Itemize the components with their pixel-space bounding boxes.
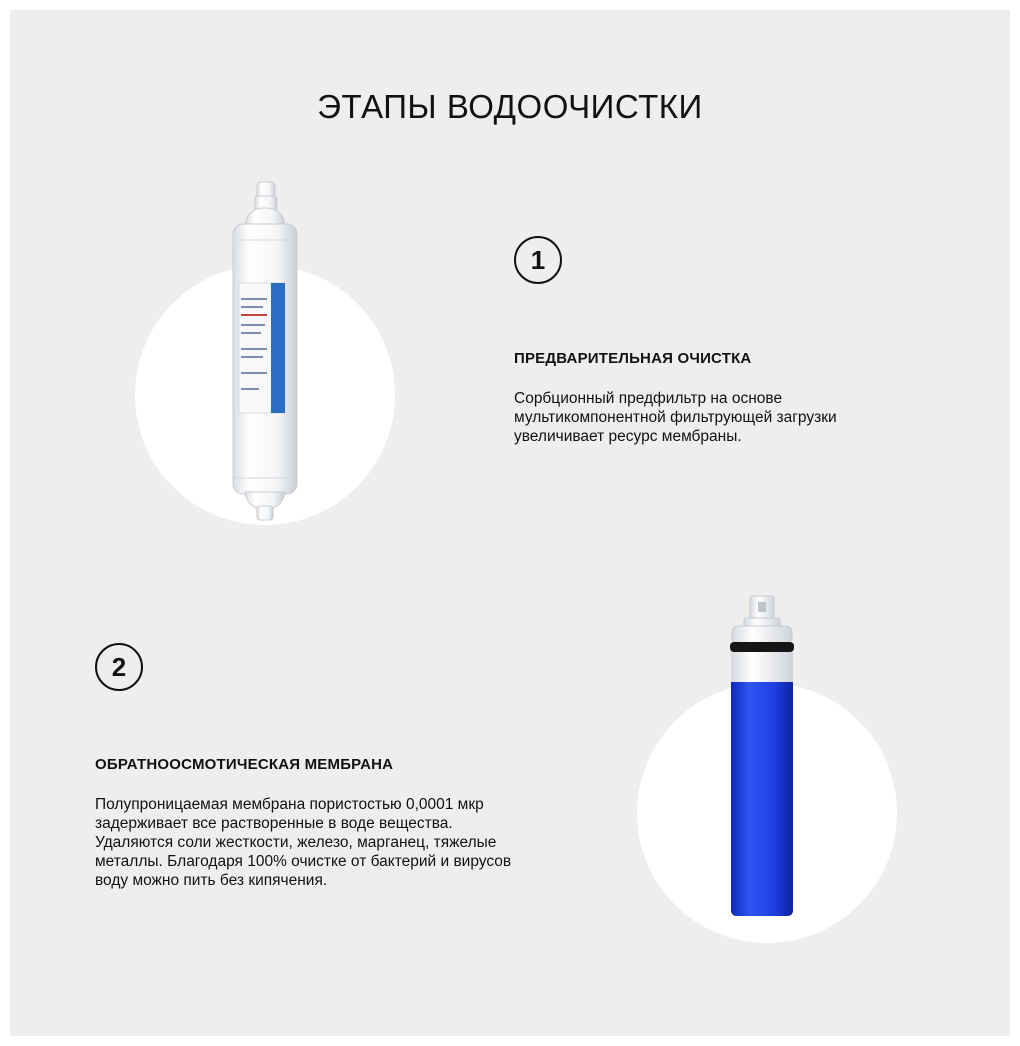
ro-membrane-image bbox=[722, 590, 802, 920]
step-number-badge: 1 bbox=[514, 236, 562, 284]
step-description: Сорбционный предфильтр на основе мультикомпонентной фильтрующей загрузки увеличивает ресурс мембраны. bbox=[514, 390, 837, 445]
page-title: ЭТАПЫ ВОДООЧИСТКИ bbox=[317, 88, 703, 125]
step-number-badge: 2 bbox=[95, 643, 143, 691]
prefilter-cartridge-image bbox=[225, 178, 305, 523]
step-title: ОБРАТНООСМОТИЧЕСКАЯ МЕМБРАНА bbox=[95, 756, 394, 773]
step-title: ПРЕДВАРИТЕЛЬНАЯ ОЧИСТКА bbox=[514, 350, 752, 367]
step-description: Полупроницаемая мембрана пористостью 0,0001 мкр задерживает все растворенные в воде вещества. Удаляются соли жесткости, железо, марганец, тяжелые металлы. Благодаря 100% очистке от бактерий и вирусов воду можно пить без кипячения. bbox=[95, 796, 512, 889]
